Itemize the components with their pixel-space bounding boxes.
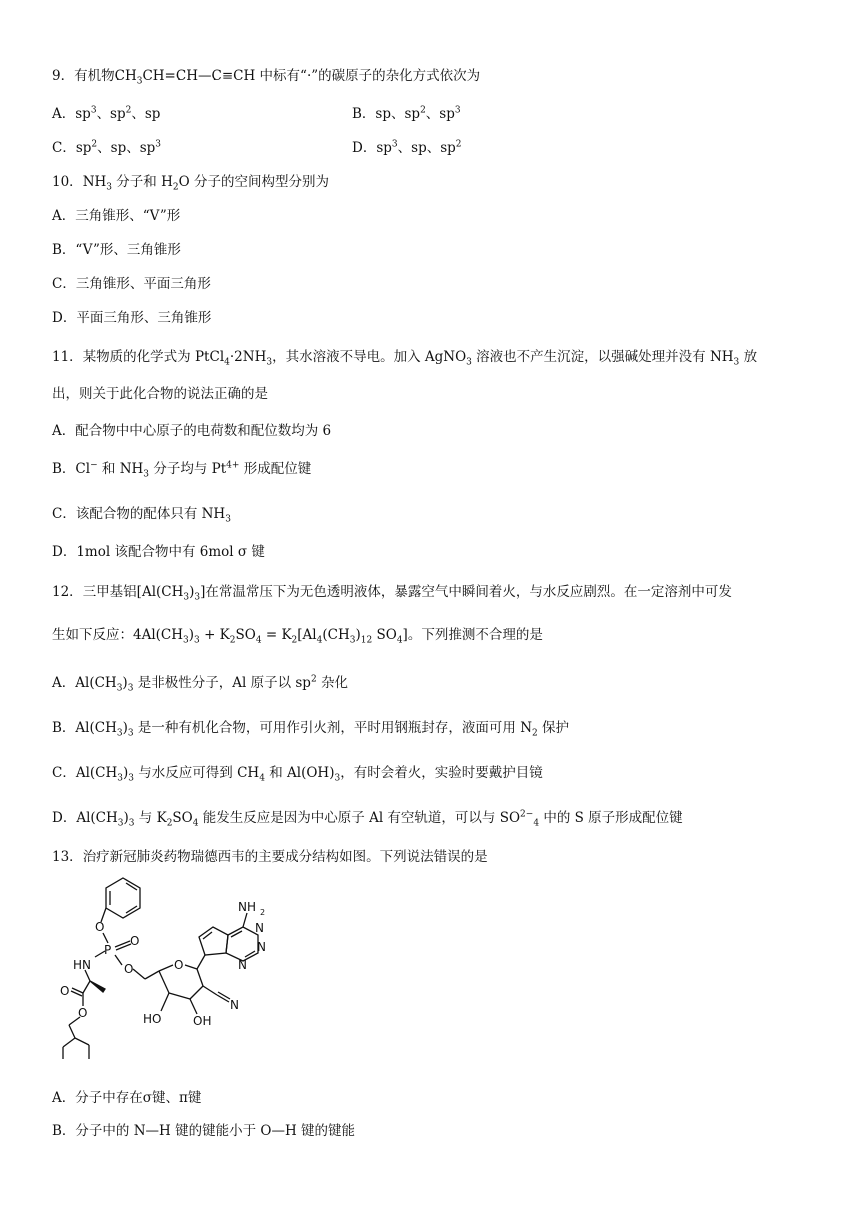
o-ester-label: O bbox=[124, 962, 134, 976]
structure-svg bbox=[45, 871, 285, 1061]
ho-label: HO bbox=[143, 1012, 162, 1026]
o-double-label: O bbox=[130, 934, 140, 948]
n-label-2: N bbox=[257, 940, 266, 954]
q9-option-b[interactable]: B．sp、$sp^2$、$sp^3$ bbox=[352, 105, 461, 122]
q12-option-c[interactable]: C．$Al(CH_3)_3$ 与水反应可得到 $CH_4$ 和 $Al(OH)_3$，有时会着火，实验时要戴护目镜 bbox=[52, 765, 543, 784]
q11-stem-line1: 11．某物质的化学式为 $PtCl_4\cdot 2NH_3$，其水溶液不导电。加入 AgNO$_3$ 溶液也不产生沉淀，以强碱处理并没有 $NH_3$ 放 bbox=[52, 349, 758, 368]
marked-carbon-3: C · bbox=[212, 66, 222, 86]
n-label-3: N bbox=[238, 958, 247, 972]
q10-option-a[interactable]: A．三角锥形、“V”形 bbox=[52, 208, 181, 224]
o-ring-label: O bbox=[174, 958, 184, 972]
q12-stem-line1: 12．三甲基铝$[Al(CH_3)_3]$在常温常压下为无色透明液体，暴露空气中瞬间着火，与水反应剧烈。在一定溶剂中可发 bbox=[52, 584, 732, 603]
nh2-label: NH bbox=[238, 900, 256, 914]
phenyl-ring bbox=[106, 878, 140, 918]
q10-option-b[interactable]: B．“V”形、三角锥形 bbox=[52, 242, 181, 258]
q11-option-c[interactable]: C．该配合物的配体只有 $NH_3$ bbox=[52, 506, 231, 525]
q13-option-a[interactable]: A．分子中存在σ键、π键 bbox=[52, 1090, 202, 1106]
q11-stem-line2: 出，则关于此化合物的说法正确的是 bbox=[52, 386, 268, 402]
q11-option-a[interactable]: A．配合物中中心原子的电荷数和配位数均为 6 bbox=[52, 423, 332, 439]
q9-stem: 9．有机物$C \cdot H_3CH=C$ ·H—C ·≡CH 中标有“·”的碳原子的杂化方式依次为 bbox=[52, 66, 480, 86]
q12-option-a[interactable]: A．$Al(CH_3)_3$ 是非极性分子，Al 原子以 $sp^2$ 杂化 bbox=[52, 674, 348, 694]
phosphorus-label: P bbox=[104, 943, 112, 957]
remdesivir-structure bbox=[45, 871, 285, 1061]
q9-option-c[interactable]: C．$sp^2$、sp、$sp^3$ bbox=[52, 139, 162, 156]
q9-option-d[interactable]: D．$sp^3$、sp、$sp^2$ bbox=[352, 139, 462, 156]
n-label-1: N bbox=[255, 921, 264, 935]
q12-stem-line2: 生如下反应：$4Al(CH_3)_3 + K_2SO_4 = K_2[Al_4(CH_3)_{12}$ $SO_4$]。下列推测不合理的是 bbox=[52, 627, 543, 646]
o-alkoxy-label: O bbox=[78, 1006, 88, 1020]
o-phenoxy-label: O bbox=[95, 920, 105, 934]
q13-option-b[interactable]: B．分子中的 N—H 键的键能小于 O—H 键的键能 bbox=[52, 1123, 356, 1139]
q13-stem: 13．治疗新冠肺炎药物瑞德西韦的主要成分结构如图。下列说法错误的是 bbox=[52, 849, 488, 865]
q9-option-a[interactable]: A．$sp^3$、$sp^2$、sp bbox=[52, 105, 161, 122]
q10-option-d[interactable]: D．平面三角形、三角锥形 bbox=[52, 310, 212, 326]
q12-option-b[interactable]: B．$Al(CH_3)_3$ 是一种有机化合物，可用作引火剂，平时用钢瓶封存，液面可用 $N_2$ 保护 bbox=[52, 720, 570, 739]
oh-label: OH bbox=[193, 1014, 212, 1028]
marked-carbon-1: C · bbox=[115, 66, 125, 86]
q10-option-c[interactable]: C．三角锥形、平面三角形 bbox=[52, 276, 211, 292]
q12-option-d[interactable]: D．$Al(CH_3)_3$ 与 $K_2SO_4$ 能发生反应是因为中心原子 Al 有空轨道，可以与 $SO^{2-}_4$ 中的 S 原子形成配位键 bbox=[52, 809, 683, 829]
q11-option-b[interactable]: B．Cl− 和 $NH_3$ 分子均与 $Pt^{4+}$ 形成配位键 bbox=[52, 460, 312, 480]
o-carbonyl-label: O bbox=[60, 984, 70, 998]
nh-label: HN bbox=[73, 958, 91, 972]
q10-stem: 10．$NH_3$ 分子和 $H_2O$ 分子的空间构型分别为 bbox=[52, 174, 329, 193]
marked-carbon-2: C · bbox=[176, 66, 186, 86]
svg-text:2: 2 bbox=[260, 908, 266, 917]
q11-option-d[interactable]: D．1mol 该配合物中有 6mol σ 键 bbox=[52, 544, 265, 560]
n-nitrile-label: N bbox=[230, 998, 239, 1012]
